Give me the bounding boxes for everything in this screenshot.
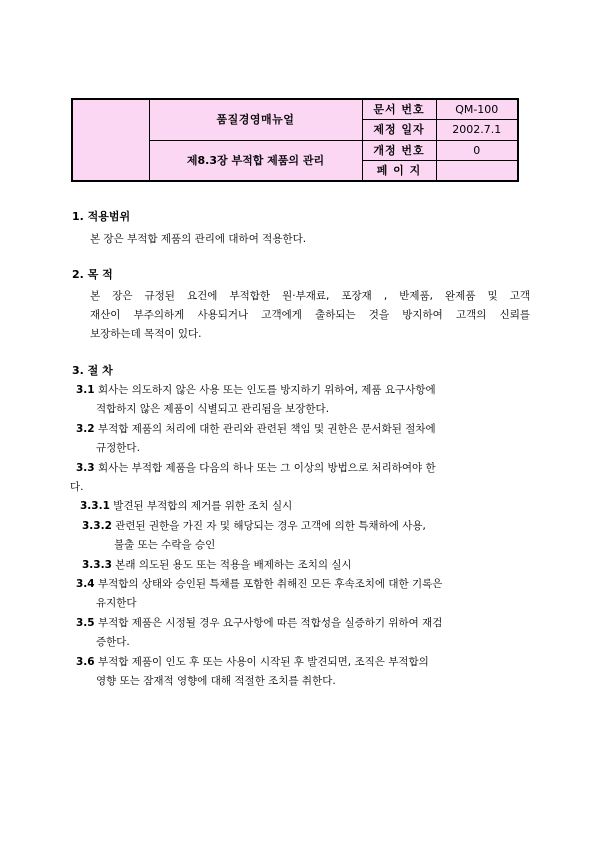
purpose-line-1: 본 장은 규정된 요건에 부적합한 원·부재료, 포장재 , 반제품, 완제품 및 고객: [90, 290, 530, 302]
item-text-continued: 유지한다: [96, 597, 137, 609]
list-item: [76, 576, 442, 591]
item-text: 발견된 부적합의 제거를 위한 조치 실시: [113, 500, 293, 512]
item-text: 부적합 제품의 처리에 대한 관리와 관련된 책임 및 권한은 문서화된 절차에: [97, 423, 436, 435]
item-number: 3.3.3: [82, 559, 112, 571]
item-text: 회사는 부적합 제품을 다음의 하나 또는 그 이상의 방법으로 처리하여야 한: [97, 462, 436, 474]
page-label: 페 이 지: [362, 161, 436, 182]
list-item: [76, 421, 436, 436]
item-text-continued: 다.: [70, 481, 84, 493]
item-number: 3.2: [76, 423, 95, 435]
section-heading-scope: 1. 적용범위: [72, 210, 131, 223]
item-text: 본래 의도된 용도 또는 적용을 배제하는 조치의 실시: [115, 559, 352, 571]
item-number: 3.1: [76, 384, 95, 396]
item-text: 회사는 의도하지 않은 사용 또는 인도를 방지하기 위하여, 제품 요구사항에: [97, 384, 436, 396]
item-number: 3.3.2: [82, 520, 112, 532]
list-item: [76, 460, 436, 475]
section-heading-procedure: 3. 절 차: [72, 364, 113, 377]
item-text: 부적합 제품은 시정될 경우 요구사항에 따른 적합성을 실증하기 위하여 재검: [97, 617, 443, 629]
item-number: 3.3: [76, 462, 95, 474]
doc-number-value: QM-100: [436, 99, 518, 120]
purpose-line-3: 보장하는데 목적이 있다.: [90, 328, 202, 340]
issue-date-value: 2002.7.1: [436, 120, 518, 141]
item-number: 3.3.1: [80, 500, 110, 512]
doc-number-label: 문서 번호: [362, 99, 436, 120]
document-header-table: [71, 98, 519, 182]
revision-number-value: 0: [436, 140, 518, 161]
scope-text: 본 장은 부적합 제품의 관리에 대하여 적용한다.: [90, 233, 307, 245]
item-text-continued: 규정한다.: [96, 442, 140, 454]
item-text-continued: 적합하지 않은 제품이 식별되고 관리됨을 보장한다.: [96, 403, 330, 415]
list-item: [76, 654, 429, 669]
item-text: 관련된 권한을 가진 자 및 해당되는 경우 고객에 의한 특채하에 사용,: [115, 520, 426, 532]
item-text: 부적합 제품이 인도 후 또는 사용이 시작된 후 발견되면, 조직은 부적합의: [97, 656, 429, 668]
item-text-continued: 불출 또는 수락을 승인: [114, 539, 216, 551]
list-item: [80, 498, 292, 513]
item-number: 3.5: [76, 617, 95, 629]
list-item: [76, 382, 436, 397]
section-heading-purpose: 2. 목 적: [72, 268, 113, 281]
list-item: [82, 557, 352, 572]
issue-date-label: 제정 일자: [362, 120, 436, 141]
page-value: [436, 161, 518, 182]
chapter-title: 제8.3장 부적합 제품의 관리: [149, 140, 362, 181]
item-text-continued: 영향 또는 잠재적 영향에 대해 적절한 조치를 취한다.: [96, 675, 336, 687]
revision-number-label: 개정 번호: [362, 140, 436, 161]
item-number: 3.4: [76, 578, 95, 590]
item-text: 부적합의 상태와 승인된 특채를 포함한 취해진 모든 후속조치에 대한 기록은: [97, 578, 443, 590]
manual-title: 품질경영매뉴얼: [149, 99, 362, 140]
list-item: [76, 615, 442, 630]
purpose-line-2: 재산이 부주의하게 사용되거나 고객에게 출하되는 것을 방지하여 고객의 신뢰를: [90, 309, 530, 321]
list-item: [82, 518, 426, 533]
header-blank-cell: [72, 99, 149, 181]
item-number: 3.6: [76, 656, 95, 668]
item-text-continued: 증한다.: [96, 636, 130, 648]
